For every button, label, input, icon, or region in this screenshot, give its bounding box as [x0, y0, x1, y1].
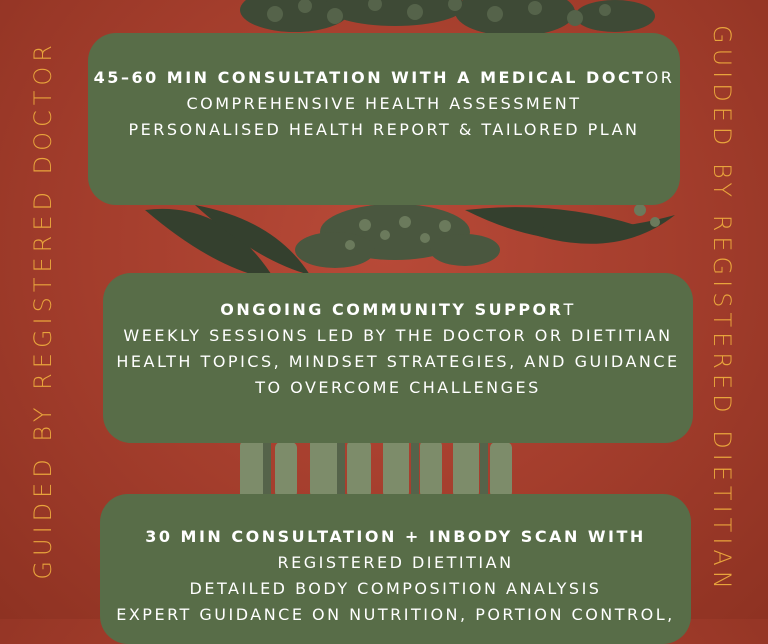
card-title-main: 30 MIN CONSULTATION + INBODY SCAN WITH — [145, 527, 646, 546]
card-line: EXPERT GUIDANCE ON NUTRITION, PORTION CONTROL, — [116, 605, 675, 624]
card-line: HEALTH TOPICS, MINDSET STRATEGIES, AND GUIDANCE TO OVERCOME CHALLENGES — [116, 352, 680, 397]
card-title — [88, 65, 680, 91]
card-line: DETAILED BODY COMPOSITION ANALYSIS — [189, 579, 602, 598]
card-title-tail: OR — [645, 68, 675, 87]
card-title-tail: T — [563, 300, 576, 319]
side-label-dietitian — [697, 0, 747, 619]
dietitian-consultation-card — [100, 494, 691, 644]
side-label-dietitian-text: GUIDED BY REGISTERED DIETITIAN — [708, 25, 736, 594]
card-line: PERSONALISED HEALTH REPORT & TAILORED PLAN — [128, 120, 640, 139]
card-line: REGISTERED DIETITIAN — [277, 553, 514, 572]
card-title — [103, 297, 693, 323]
card-line: COMPREHENSIVE HEALTH ASSESSMENT — [186, 94, 582, 113]
card-title — [100, 524, 691, 550]
card-title-main: 45–60 MIN CONSULTATION WITH A MEDICAL DOCT — [93, 68, 646, 87]
card-line: WEEKLY SESSIONS LED BY THE DOCTOR OR DIETITIAN — [123, 326, 673, 345]
side-label-doctor-text: GUIDED BY REGISTERED DOCTOR — [29, 39, 57, 580]
side-label-doctor — [18, 0, 68, 619]
community-support-card — [103, 273, 693, 443]
doctor-consultation-card — [88, 33, 680, 205]
card-title-main: ONGOING COMMUNITY SUPPOR — [220, 300, 564, 319]
